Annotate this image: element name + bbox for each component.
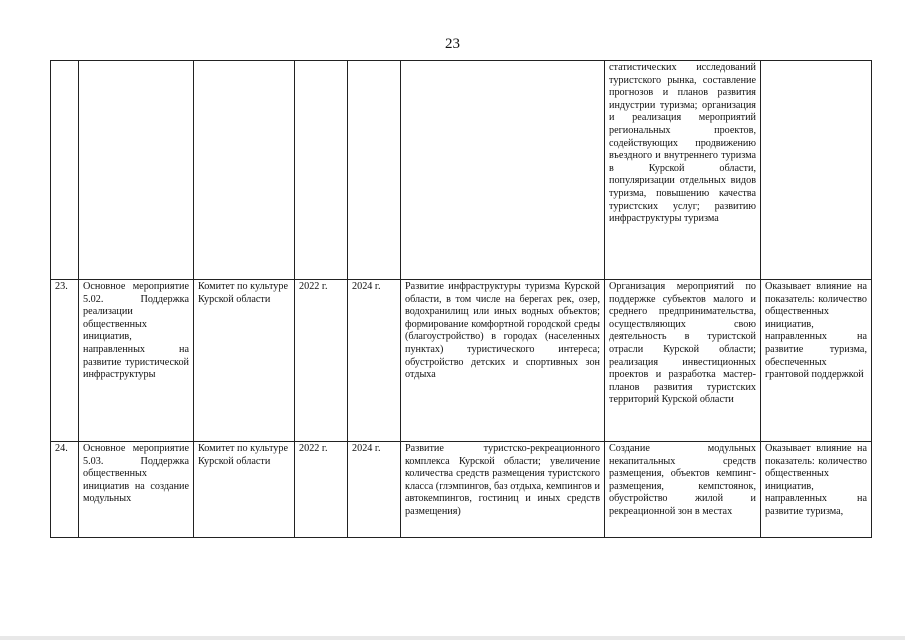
influence-cell: Оказывает влияние на показатель: количество общественных инициатив, направленных на развитие туризма, xyxy=(761,442,872,538)
event-cell: Основное мероприятие 5.02. Поддержка реализации общественных инициатив, направленных на развитие туристической инфраструктуры xyxy=(79,280,194,442)
result-cell: Создание модульных некапитальных средств размещения, объектов кемпинг-размещения, кемпстоянок, обустройство жилой и рекреационной зон в местах xyxy=(605,442,761,538)
influence-cell: Оказывает влияние на показатель: количество общественных инициатив, направленных на развитие туризма, обеспеченных грантовой поддержкой xyxy=(761,280,872,442)
row-number-cell: 24. xyxy=(51,442,79,538)
start-year-cell: 2022 г. xyxy=(295,280,348,442)
table-row xyxy=(51,280,872,442)
page-number: 23 xyxy=(445,36,460,52)
result-cell: статистических исследований туристского рынка, составление прогнозов и планов развития индустрии туризма; организация и реализация мероприятий региональных проектов, содействующих продвижению въездного и внутреннего туризма в Курской области, популяризации отдельных видов туризма, повышению качества туристских услуг; развитию инфраструктуры туризма xyxy=(605,61,761,280)
scan-bottom-edge xyxy=(0,636,905,640)
executor-cell: Комитет по культуре Курской области xyxy=(194,280,295,442)
row-number-cell: 23. xyxy=(51,280,79,442)
influence-cell xyxy=(761,61,872,280)
content-cell: Развитие инфраструктуры туризма Курской области, в том числе на берегах рек, озер, водохранилищ или иных водных объектов; формирование комфортной городской среды (благоустройство) в городах (населенных пунктах) туристического интереса; обустройство детских и спортивных зон отдыха xyxy=(401,280,605,442)
content-cell xyxy=(401,61,605,280)
event-cell: Основное мероприятие 5.03. Поддержка общественных инициатив на создание модульных xyxy=(79,442,194,538)
executor-cell xyxy=(194,61,295,280)
end-year-cell: 2024 г. xyxy=(348,280,401,442)
table-row xyxy=(51,442,872,538)
start-year-cell xyxy=(295,61,348,280)
end-year-cell: 2024 г. xyxy=(348,442,401,538)
start-year-cell: 2022 г. xyxy=(295,442,348,538)
result-cell: Организация мероприятий по поддержке субъектов малого и среднего предпринимательства, осуществляющих свою деятельность в туристской отрасли Курской области; реализация инвестиционных проектов и разработка мастер-планов развития туристских территорий Курской области xyxy=(605,280,761,442)
event-cell xyxy=(79,61,194,280)
table-row xyxy=(51,61,872,280)
program-measures-table xyxy=(50,60,872,538)
content-cell: Развитие туристско-рекреационного комплекса Курской области; увеличение количества средств размещения туристского класса (глэмпингов, баз отдыха, кемпингов и автокемпингов, гостиниц и иных средств размещения) xyxy=(401,442,605,538)
row-number-cell xyxy=(51,61,79,280)
executor-cell: Комитет по культуре Курской области xyxy=(194,442,295,538)
end-year-cell xyxy=(348,61,401,280)
